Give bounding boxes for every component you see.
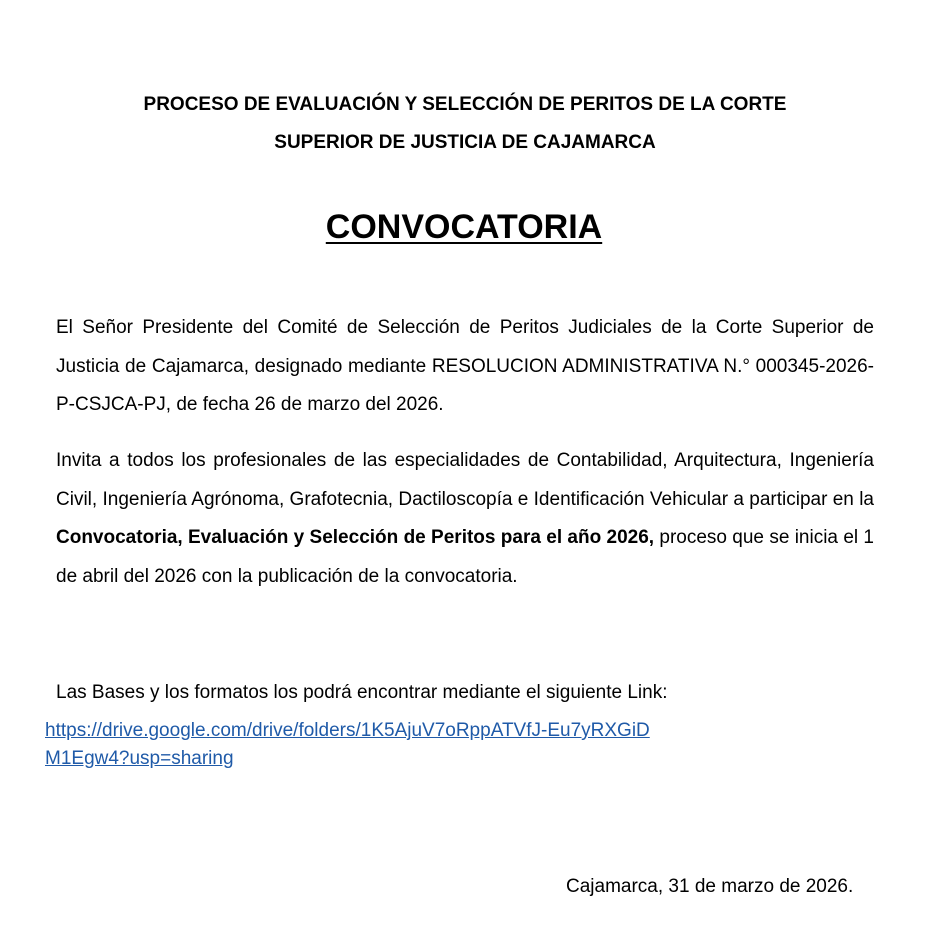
drive-link[interactable]: https://drive.google.com/drive/folders/1K5AjuV7oRppATVfJ-Eu7yRXGiDM1Egw4?usp=sharing (45, 720, 650, 769)
header-line-2: SUPERIOR DE JUSTICIA DE CAJAMARCA (274, 132, 656, 153)
invitation-text-bold: Convocatoria, Evaluación y Selección de Peritos para el año 2026, (56, 527, 655, 548)
invitation-text-end: proceso que se inicia el 1 de abril del 2026 con la publicación de la convocatoria. (56, 527, 875, 587)
document-header (50, 86, 880, 162)
document-title: CONVOCATORIA (325, 208, 603, 246)
invitation-text-start: Invita a todos los profesionales de las especialidades de Contabilidad, Arquitectura, Ingeniería Civil, Ingeniería Agrónoma, Grafotecnia, Dactiloscopía e Identificación Vehicular a participar en la (56, 450, 874, 510)
paragraph-appointment: El Señor Presidente del Comité de Selección de Peritos Judiciales de la Corte Superior de Justicia de Cajamarca, designado mediante RESOLUCION ADMINISTRATIVA N.° 000345-2026-P-CSJCA-PJ, de fecha 26 de marzo del 2026. (56, 317, 874, 415)
header-line-1: PROCESO DE EVALUACIÓN Y SELECCIÓN DE PERITOS DE LA CORTE (143, 94, 787, 115)
place-and-date: Cajamarca, 31 de marzo de 2026. (566, 876, 854, 897)
paragraph-invitation (56, 442, 874, 596)
paragraph-bases-link-intro: Las Bases y los formatos los podrá encontrar mediante el siguiente Link: (56, 682, 668, 703)
